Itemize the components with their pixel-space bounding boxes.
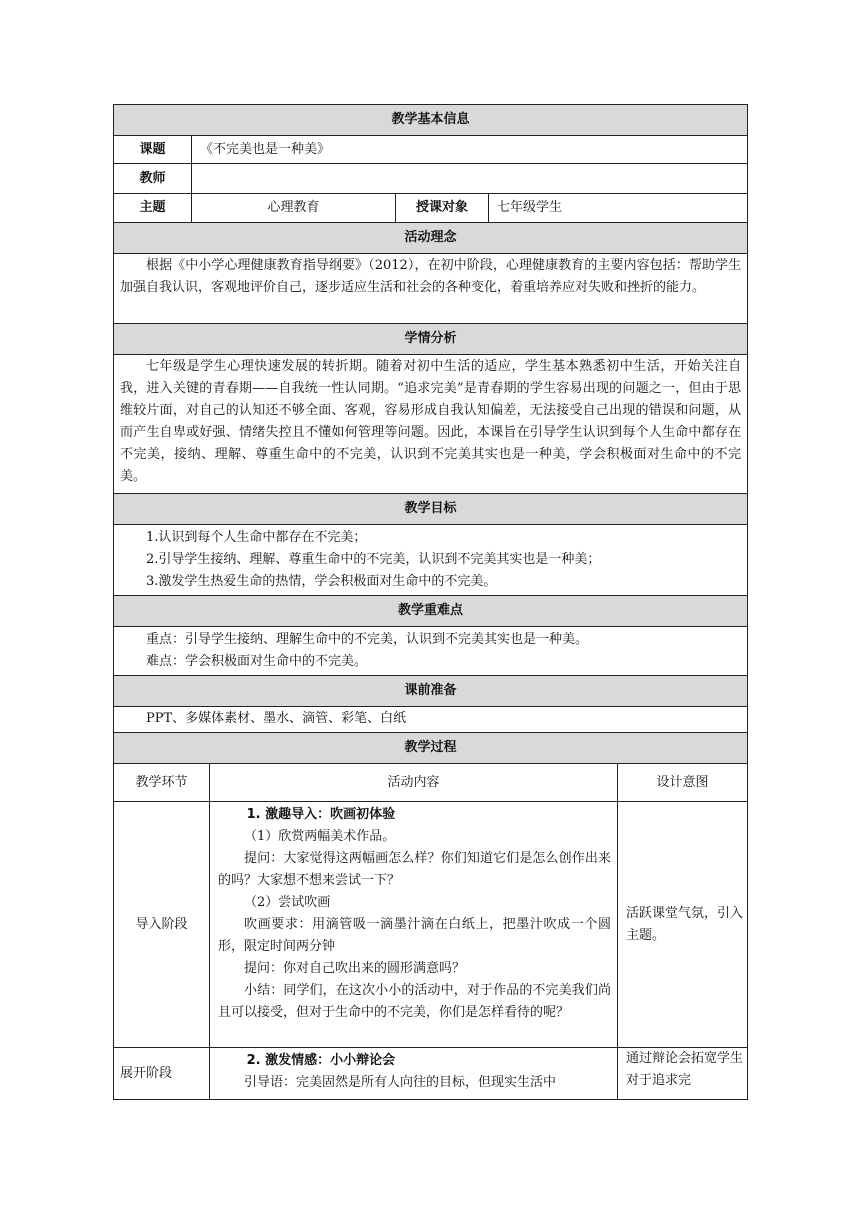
activity-line: 提问：大家觉得这两幅画怎么样？你们知道它们是怎么创作出来的吗？大家想不想来尝试一下？ bbox=[218, 851, 611, 888]
activity-title: 1. 激趣导入：吹画初体验 bbox=[246, 807, 396, 822]
goals-list bbox=[114, 525, 748, 596]
activity-line: （2）尝试吹画 bbox=[244, 895, 331, 910]
section-heading-process: 教学过程 bbox=[114, 733, 748, 764]
process-col-intent: 设计意图 bbox=[618, 764, 748, 802]
audience-value: 七年级学生 bbox=[489, 194, 748, 223]
process-col-content: 活动内容 bbox=[210, 764, 618, 802]
audience-label: 授课对象 bbox=[396, 194, 489, 223]
lesson-plan-table bbox=[113, 104, 748, 1100]
section-heading-basic-info: 教学基本信息 bbox=[114, 105, 748, 136]
activity-title: 2. 激发情感：小小辩论会 bbox=[246, 1053, 396, 1068]
teacher-value bbox=[192, 164, 748, 194]
section-heading-analysis: 学情分析 bbox=[114, 324, 748, 355]
stage-label: 展开阶段 bbox=[114, 1048, 210, 1100]
activity-line: 提问：你对自己吹出来的圆形满意吗？ bbox=[244, 961, 466, 976]
preparation-text: PPT、多媒体素材、墨水、滴管、彩笔、白纸 bbox=[114, 707, 748, 733]
course-value: 《不完美也是一种美》 bbox=[192, 136, 748, 164]
teacher-label: 教师 bbox=[114, 164, 192, 194]
process-col-stage: 教学环节 bbox=[114, 764, 210, 802]
section-heading-keypoints: 教学重难点 bbox=[114, 596, 748, 627]
keypoints-list bbox=[114, 627, 748, 676]
goal-item: 3.激发学生热爱生命的热情，学会积极面对生命中的不完美。 bbox=[146, 574, 497, 589]
concept-text: 根据《中小学心理健康教育指导纲要》（2012），在初中阶段，心理健康教育的主要内容包括：帮助学生加强自我认识，客观地评价自己，逐步适应生活和社会的各种变化，着重培养应对失败和挫折的能力。 bbox=[114, 254, 748, 324]
theme-label: 主题 bbox=[114, 194, 192, 223]
activity-content bbox=[210, 1048, 618, 1100]
section-heading-preparation: 课前准备 bbox=[114, 676, 748, 707]
goal-item: 1.认识到每个人生命中都存在不完美； bbox=[146, 530, 367, 545]
activity-line: 引导语：完美固然是所有人向往的目标，但现实生活中 bbox=[244, 1075, 557, 1090]
activity-content bbox=[210, 802, 618, 1048]
keypoint-item: 重点：引导学生接纳、理解生命中的不完美，认识到不完美其实也是一种美。 bbox=[146, 632, 589, 647]
design-intent: 活跃课堂气氛，引入主题。 bbox=[618, 802, 748, 1048]
stage-label: 导入阶段 bbox=[114, 802, 210, 1048]
section-heading-goals: 教学目标 bbox=[114, 494, 748, 525]
course-label: 课题 bbox=[114, 136, 192, 164]
activity-line: （1）欣赏两幅美术作品。 bbox=[244, 829, 396, 844]
keypoint-item: 难点：学会积极面对生命中的不完美。 bbox=[146, 654, 368, 669]
analysis-text: 七年级是学生心理快速发展的转折期。随着对初中生活的适应，学生基本熟悉初中生活，开始关注自我，进入关键的青春期——自我统一性认同期。“追求完美”是青春期的学生容易出现的问题之一，但由于思维较片面，对自己的认知还不够全面、客观，容易形成自我认知偏差，无法接受自己出现的错误和问题，从而产生自卑或好强、情绪失控且不懂如何管理等问题。因此，本课旨在引导学生认识到每个人生命中都存在不完美，接纳、理解、尊重生命中的不完美，认识到不完美其实也是一种美，学会积极面对生命中的不完美。 bbox=[114, 355, 748, 494]
theme-value: 心理教育 bbox=[192, 194, 396, 223]
goal-item: 2.引导学生接纳、理解、尊重生命中的不完美，认识到不完美其实也是一种美； bbox=[146, 552, 601, 567]
activity-line: 吹画要求：用滴管吸一滴墨汁滴在白纸上，把墨汁吹成一个圆形，限定时间两分钟 bbox=[218, 917, 611, 954]
section-heading-concept: 活动理念 bbox=[114, 223, 748, 254]
activity-line: 小结：同学们，在这次小小的活动中，对于作品的不完美我们尚且可以接受，但对于生命中的不完美，你们是怎样看待的呢？ bbox=[218, 983, 611, 1020]
design-intent: 通过辩论会拓宽学生对于追求完 bbox=[618, 1048, 748, 1100]
